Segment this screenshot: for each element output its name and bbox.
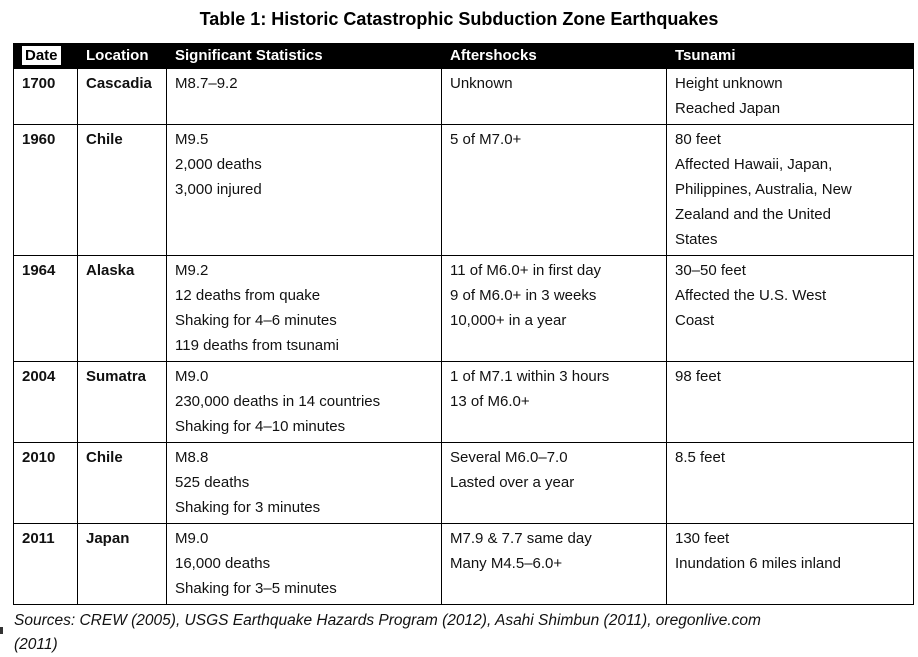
cell-line: 3,000 injured: [175, 181, 262, 198]
cell-significant-statistics: [167, 524, 442, 605]
cell-line: Shaking for 4–6 minutes: [175, 312, 337, 329]
cell-line: 5 of M7.0+: [450, 131, 522, 148]
stray-mark: [0, 627, 3, 634]
cell-line: 13 of M6.0+: [450, 393, 530, 410]
cell-date: 2011: [14, 524, 78, 605]
cell-date: 2004: [14, 362, 78, 443]
sources-line-1: Sources: CREW (2005), USGS Earthquake Hazards Program (2012), Asahi Shimbun (2011), oregonlive.com: [14, 612, 761, 629]
cell-line: Philippines, Australia, New: [675, 181, 852, 198]
cell-line: Zealand and the United: [675, 206, 831, 223]
sources-line-2: (2011): [14, 636, 58, 653]
cell-significant-statistics: [167, 69, 442, 125]
cell-tsunami: [667, 69, 914, 125]
table-header: [14, 44, 914, 69]
cell-line: M9.2: [175, 262, 209, 279]
header-tsunami: Tsunami: [667, 44, 914, 69]
cell-line: Affected the U.S. West: [675, 287, 827, 304]
cell-location: Cascadia: [78, 69, 167, 125]
cell-line: M9.0: [175, 530, 209, 547]
cell-location: Chile: [78, 443, 167, 524]
cell-line: 230,000 deaths in 14 countries: [175, 393, 381, 410]
table-row: [14, 69, 914, 125]
cell-line: 9 of M6.0+ in 3 weeks: [450, 287, 597, 304]
cell-line: 11 of M6.0+ in first day: [450, 262, 602, 279]
cell-line: 10,000+ in a year: [450, 312, 567, 329]
cell-aftershocks: [442, 443, 667, 524]
header-date-label: Date: [22, 46, 61, 65]
table-row: [14, 125, 914, 256]
cell-line: 30–50 feet: [675, 262, 746, 279]
cell-date: 1960: [14, 125, 78, 256]
table-body: [14, 69, 914, 605]
cell-line: Unknown: [450, 75, 513, 92]
cell-tsunami: [667, 256, 914, 362]
table-row: [14, 362, 914, 443]
cell-tsunami: [667, 362, 914, 443]
cell-line: Height unknown: [675, 75, 783, 92]
cell-line: Inundation 6 miles inland: [675, 555, 841, 572]
cell-line: M9.0: [175, 368, 209, 385]
cell-location: Sumatra: [78, 362, 167, 443]
cell-date: 2010: [14, 443, 78, 524]
cell-significant-statistics: [167, 443, 442, 524]
cell-aftershocks: [442, 69, 667, 125]
cell-line: Reached Japan: [675, 100, 781, 117]
header-location: Location: [78, 44, 167, 69]
header-significant-statistics: Significant Statistics: [167, 44, 442, 69]
cell-aftershocks: [442, 256, 667, 362]
cell-location: Alaska: [78, 256, 167, 362]
cell-line: M8.8: [175, 449, 209, 466]
cell-line: 98 feet: [675, 368, 721, 385]
table-row: [14, 256, 914, 362]
cell-line: M7.9 & 7.7 same day: [450, 530, 592, 547]
header-row: [14, 44, 914, 69]
cell-significant-statistics: [167, 362, 442, 443]
cell-line: 16,000 deaths: [175, 555, 271, 572]
cell-line: States: [675, 231, 718, 248]
cell-tsunami: [667, 125, 914, 256]
sources-note: [14, 609, 894, 657]
cell-date: 1964: [14, 256, 78, 362]
cell-line: Many M4.5–6.0+: [450, 555, 563, 572]
cell-date: 1700: [14, 69, 78, 125]
table-row: [14, 524, 914, 605]
earthquake-table: [13, 43, 914, 605]
cell-line: Shaking for 3 minutes: [175, 499, 321, 516]
cell-location: Chile: [78, 125, 167, 256]
table-row: [14, 443, 914, 524]
cell-line: 80 feet: [675, 131, 721, 148]
cell-aftershocks: [442, 362, 667, 443]
cell-line: 119 deaths from tsunami: [175, 337, 339, 354]
cell-significant-statistics: [167, 256, 442, 362]
cell-line: Several M6.0–7.0: [450, 449, 568, 466]
cell-line: 1 of M7.1 within 3 hours: [450, 368, 610, 385]
cell-significant-statistics: [167, 125, 442, 256]
page-title: Table 1: Historic Catastrophic Subduction Zone Earthquakes: [199, 9, 719, 29]
cell-line: Shaking for 3–5 minutes: [175, 580, 337, 597]
cell-line: M9.5: [175, 131, 209, 148]
cell-line: 525 deaths: [175, 474, 250, 491]
cell-line: Lasted over a year: [450, 474, 575, 491]
cell-aftershocks: [442, 125, 667, 256]
cell-location: Japan: [78, 524, 167, 605]
cell-tsunami: [667, 443, 914, 524]
cell-line: 130 feet: [675, 530, 730, 547]
header-date: [14, 44, 78, 69]
cell-aftershocks: [442, 524, 667, 605]
header-aftershocks: Aftershocks: [442, 44, 667, 69]
cell-line: Shaking for 4–10 minutes: [175, 418, 346, 435]
cell-line: M8.7–9.2: [175, 75, 238, 92]
cell-line: Coast: [675, 312, 715, 329]
cell-line: 12 deaths from quake: [175, 287, 321, 304]
cell-tsunami: [667, 524, 914, 605]
cell-line: Affected Hawaii, Japan,: [675, 156, 833, 173]
cell-line: 2,000 deaths: [175, 156, 262, 173]
cell-line: 8.5 feet: [675, 449, 726, 466]
